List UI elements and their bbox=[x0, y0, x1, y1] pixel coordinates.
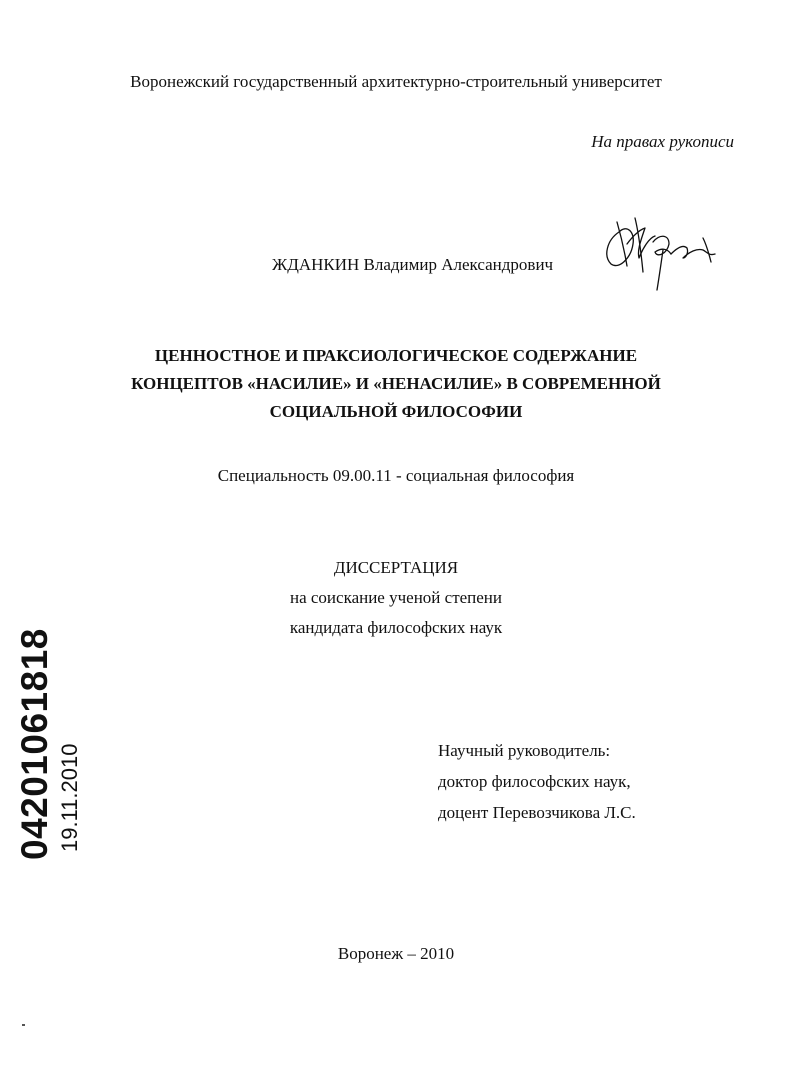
title-line: КОНЦЕПТОВ «НАСИЛИЕ» И «НЕНАСИЛИЕ» В СОВРЕМЕННОЙ bbox=[131, 374, 661, 393]
title-line: ЦЕННОСТНОЕ И ПРАКСИОЛОГИЧЕСКОЕ СОДЕРЖАНИЕ bbox=[154, 346, 638, 365]
university-name: Воронежский государственный архитектурно-строительный университет bbox=[130, 72, 662, 91]
city-year: Воронеж – 2010 bbox=[337, 944, 455, 963]
signature-stroke-5 bbox=[653, 236, 671, 255]
supervisor-label: Научный руководитель: bbox=[438, 741, 611, 760]
dissertation-block bbox=[0, 553, 792, 643]
dissertation-heading: ДИССЕРТАЦИЯ bbox=[333, 558, 459, 577]
stamp-number: 04201061818 bbox=[14, 628, 55, 860]
specialty: Специальность 09.00.11 - социальная философия bbox=[217, 466, 575, 485]
library-stamp bbox=[14, 628, 84, 860]
stamp-date: 19.11.2010 bbox=[57, 743, 82, 852]
author-name: ЖДАНКИН Владимир Александрович bbox=[272, 255, 554, 274]
supervisor-block bbox=[438, 735, 636, 828]
rights-note: На правах рукописи bbox=[591, 132, 734, 151]
supervisor-name: доцент Перевозчикова Л.С. bbox=[438, 803, 636, 822]
signature bbox=[597, 214, 717, 296]
dissertation-title bbox=[96, 342, 696, 426]
signature-stroke-6 bbox=[657, 250, 663, 290]
scan-speck bbox=[22, 1024, 25, 1026]
title-line: СОЦИАЛЬНОЙ ФИЛОСОФИИ bbox=[269, 402, 523, 421]
degree-line-2: кандидата философских наук bbox=[289, 618, 503, 637]
degree-line-1: на соискание ученой степени bbox=[289, 588, 503, 607]
supervisor-degree: доктор философских наук, bbox=[438, 772, 631, 791]
